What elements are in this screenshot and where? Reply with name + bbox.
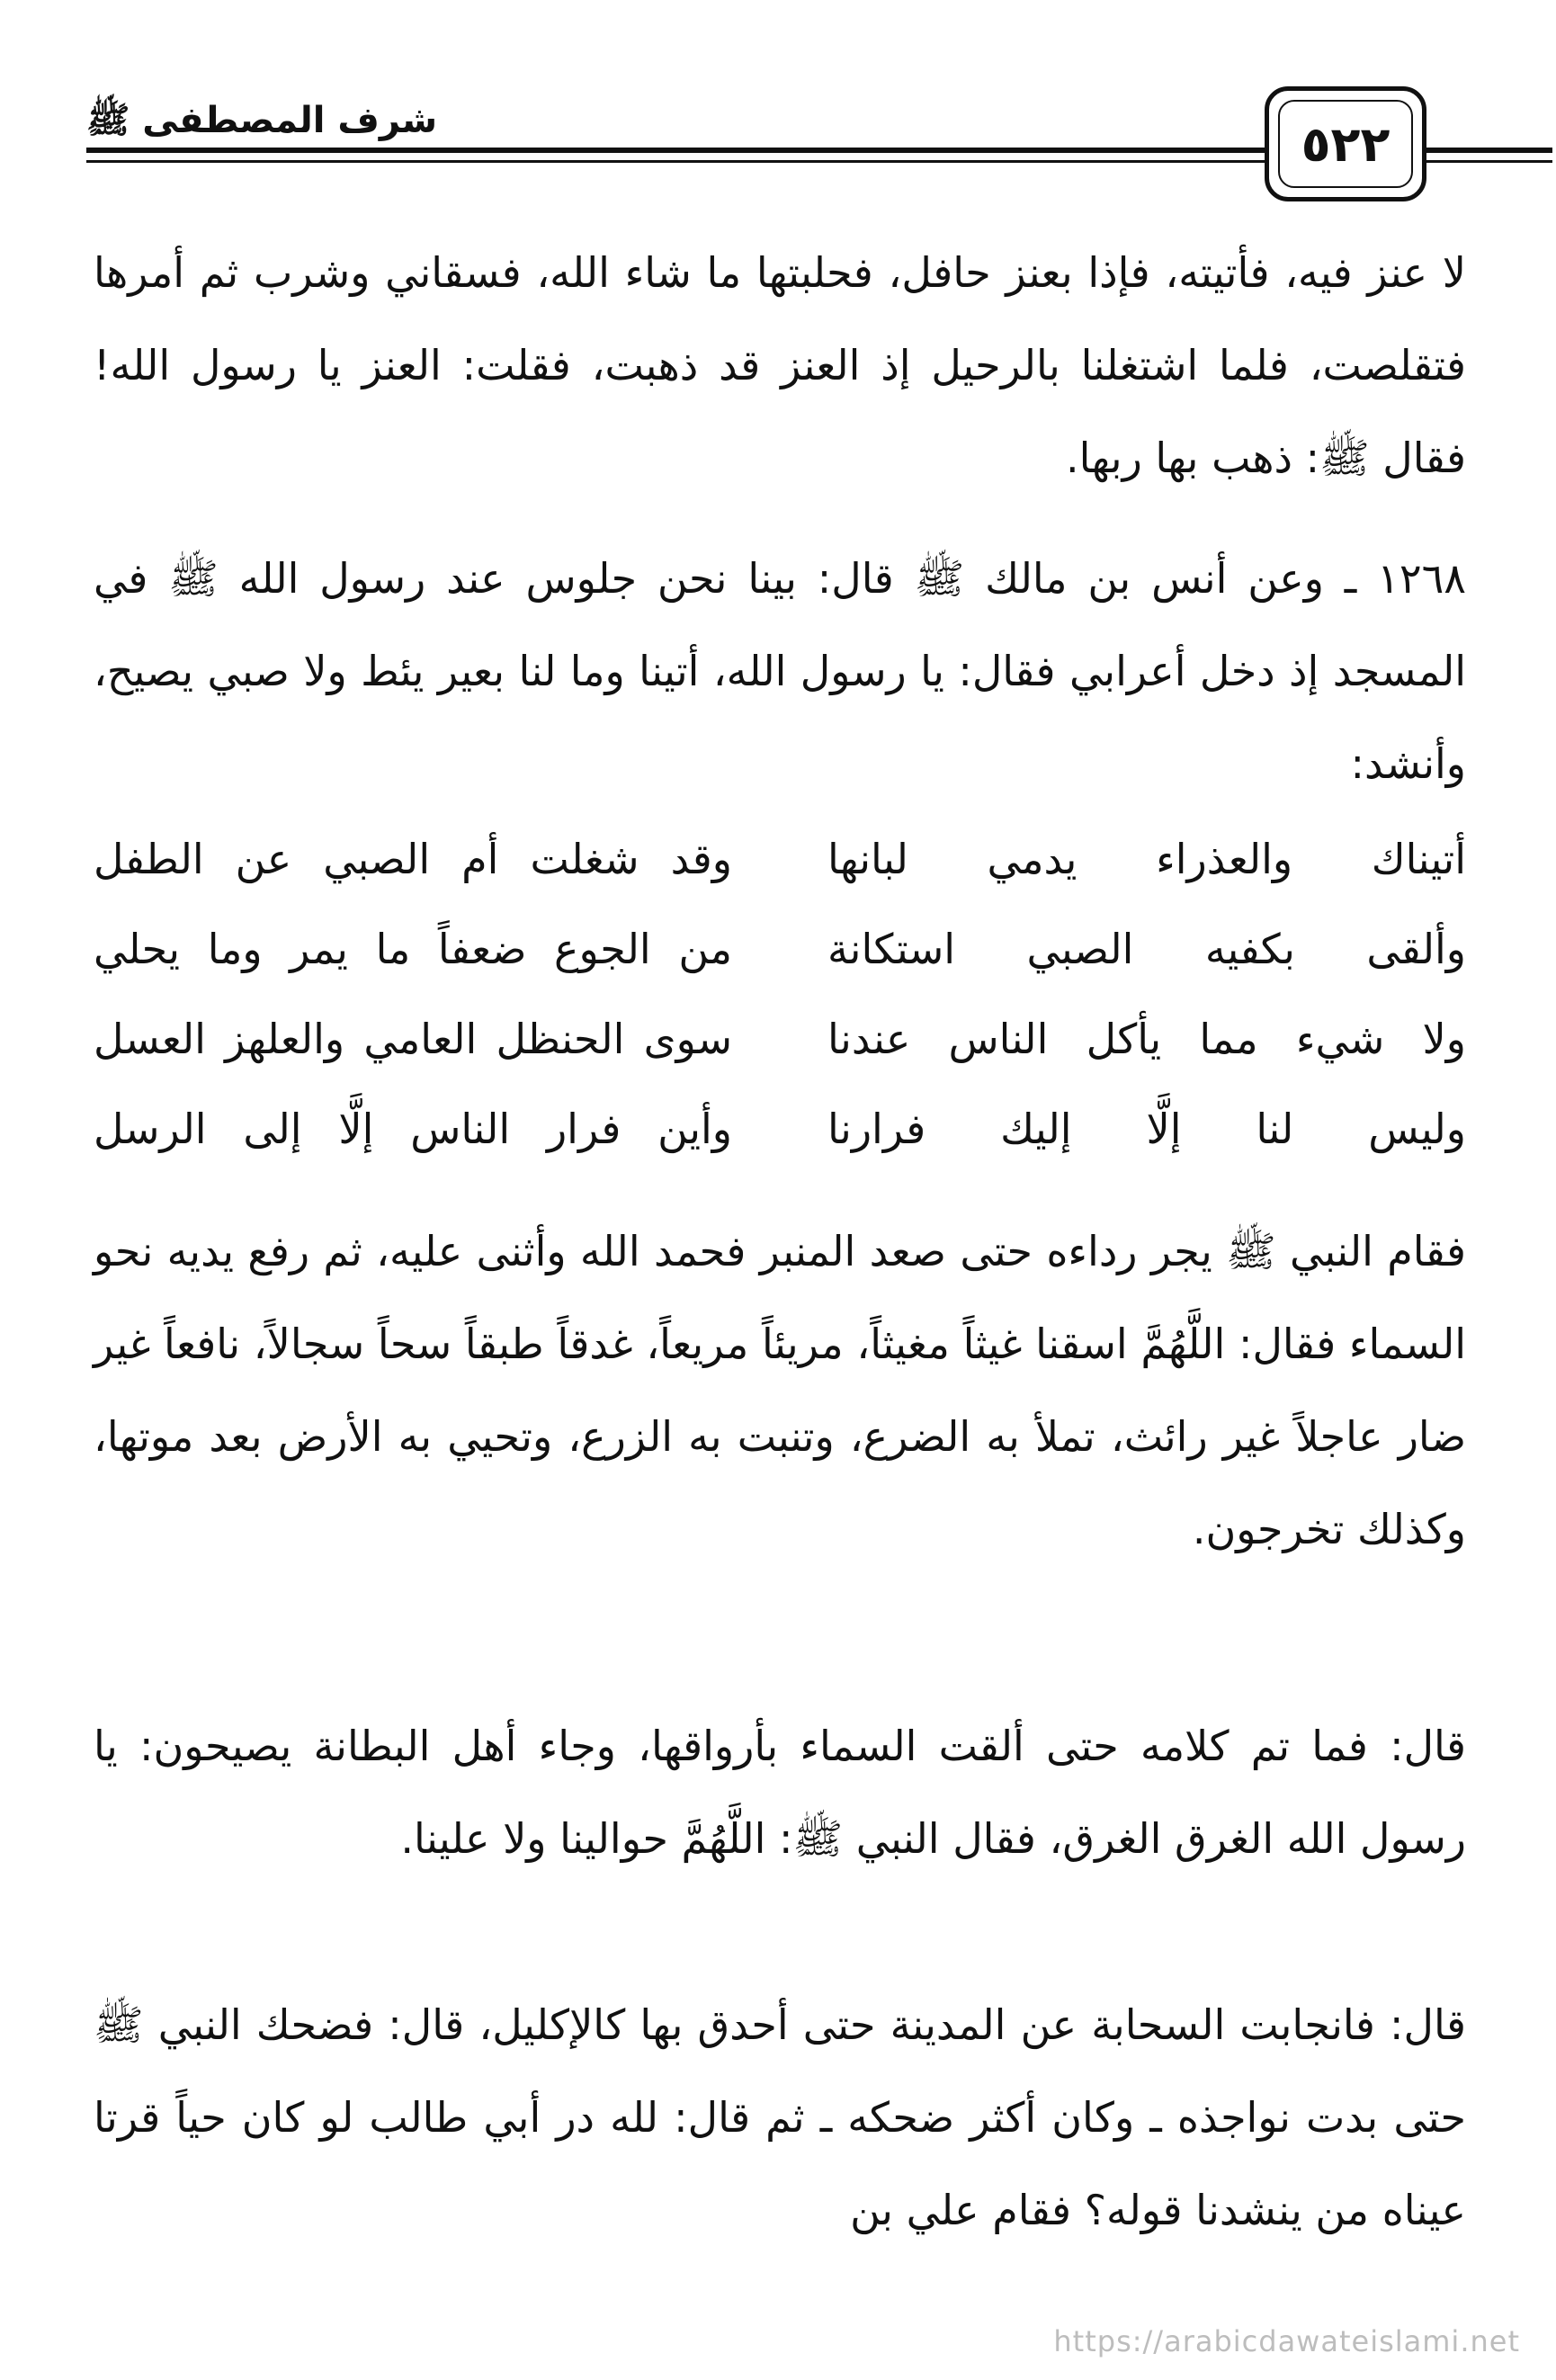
paragraph: قال: فما تم كلامه حتى ألقت السماء بأرواقها، وجاء أهل البطانة يصيحون: يا رسول الله الغرق الغرق، فقال النبي ﷺ: اللَّهُمَّ حوالينا ولا علينا. <box>94 1722 1466 1863</box>
header-rule-thick <box>86 148 1265 153</box>
header-rule-thin-right <box>1426 160 1552 163</box>
verse-first-hemistich: وليس لنا إلَّا إليك فرارنا <box>827 1105 1466 1153</box>
paragraph: قال: فانجابت السحابة عن المدينة حتى أحدق بها كالإكليل، قال: فضحك النبي ﷺ حتى بدت نواجذه ـ وكان أكثر ضحكه ـ ثم قال: لله در أبي طالب لو كان حياً قرتا عيناه من ينشدنا قوله؟ فقام علي بن <box>94 2000 1466 2234</box>
watermark-url: https://arabicdawateislami.net <box>1053 2324 1520 2358</box>
hadith-paragraph: ١٢٦٨ ـ وعن أنس بن مالك ﷺ قال: بينا نحن جلوس عند رسول الله ﷺ في المسجد إذ دخل أعرابي فقال: يا رسول الله، أتينا وما لنا بعير يئط ولا صبي يصيح، وأنشد: <box>94 554 1466 788</box>
verse-first-hemistich: وألقى بكفيه الصبي استكانة <box>827 925 1466 973</box>
verse-row <box>94 904 1466 994</box>
poem-verses <box>94 814 1466 1174</box>
page-number-frame <box>1265 86 1426 201</box>
verse-second-hemistich: سوى الحنظل العامي والعلهز العسل <box>94 1015 732 1063</box>
verse-row <box>94 994 1466 1084</box>
verse-first-hemistich: أتيناك والعذراء يدمي لبانها <box>827 835 1466 883</box>
verse-second-hemistich: وأين فرار الناس إلَّا إلى الرسل <box>94 1105 732 1153</box>
verse-second-hemistich: وقد شغلت أم الصبي عن الطفل <box>94 835 732 883</box>
paragraph: لا عنز فيه، فأتيته، فإذا بعنز حافل، فحلبتها ما شاء الله، فسقاني وشرب ثم أمرها فتقلصت، فلما اشتغلنا بالرحيل إذ العنز قد ذهبت، فقلت: العنز يا رسول الله! فقال ﷺ: ذهب بها ربها. <box>94 248 1466 482</box>
verse-row <box>94 1084 1466 1174</box>
paragraph: فقام النبي ﷺ يجر رداءه حتى صعد المنبر فحمد الله وأثنى عليه، ثم رفع يديه نحو السماء فقال: اللَّهُمَّ اسقنا غيثاً مغيثاً، مريئاً مريعاً، غدقاً طبقاً سحاً سجالاً، نافعاً غير ضار عاجلاً غير رائث، تملأ به الضرع، وتنبت به الزرع، وتحيي به الأرض بعد موتها، وكذلك تخرجون. <box>94 1227 1466 1553</box>
verse-row <box>94 814 1466 904</box>
header-rule-thick-right <box>1426 148 1552 153</box>
verse-first-hemistich: ولا شيء مما يأكل الناس عندنا <box>827 1015 1466 1063</box>
page-header <box>86 86 1471 203</box>
page-number: ٥٢٢ <box>1278 100 1413 188</box>
running-title: شرف المصطفى ﷺ <box>86 100 438 141</box>
verse-second-hemistich: من الجوع ضعفاً ما يمر وما يحلي <box>94 925 732 973</box>
header-rule-thin <box>86 160 1265 163</box>
